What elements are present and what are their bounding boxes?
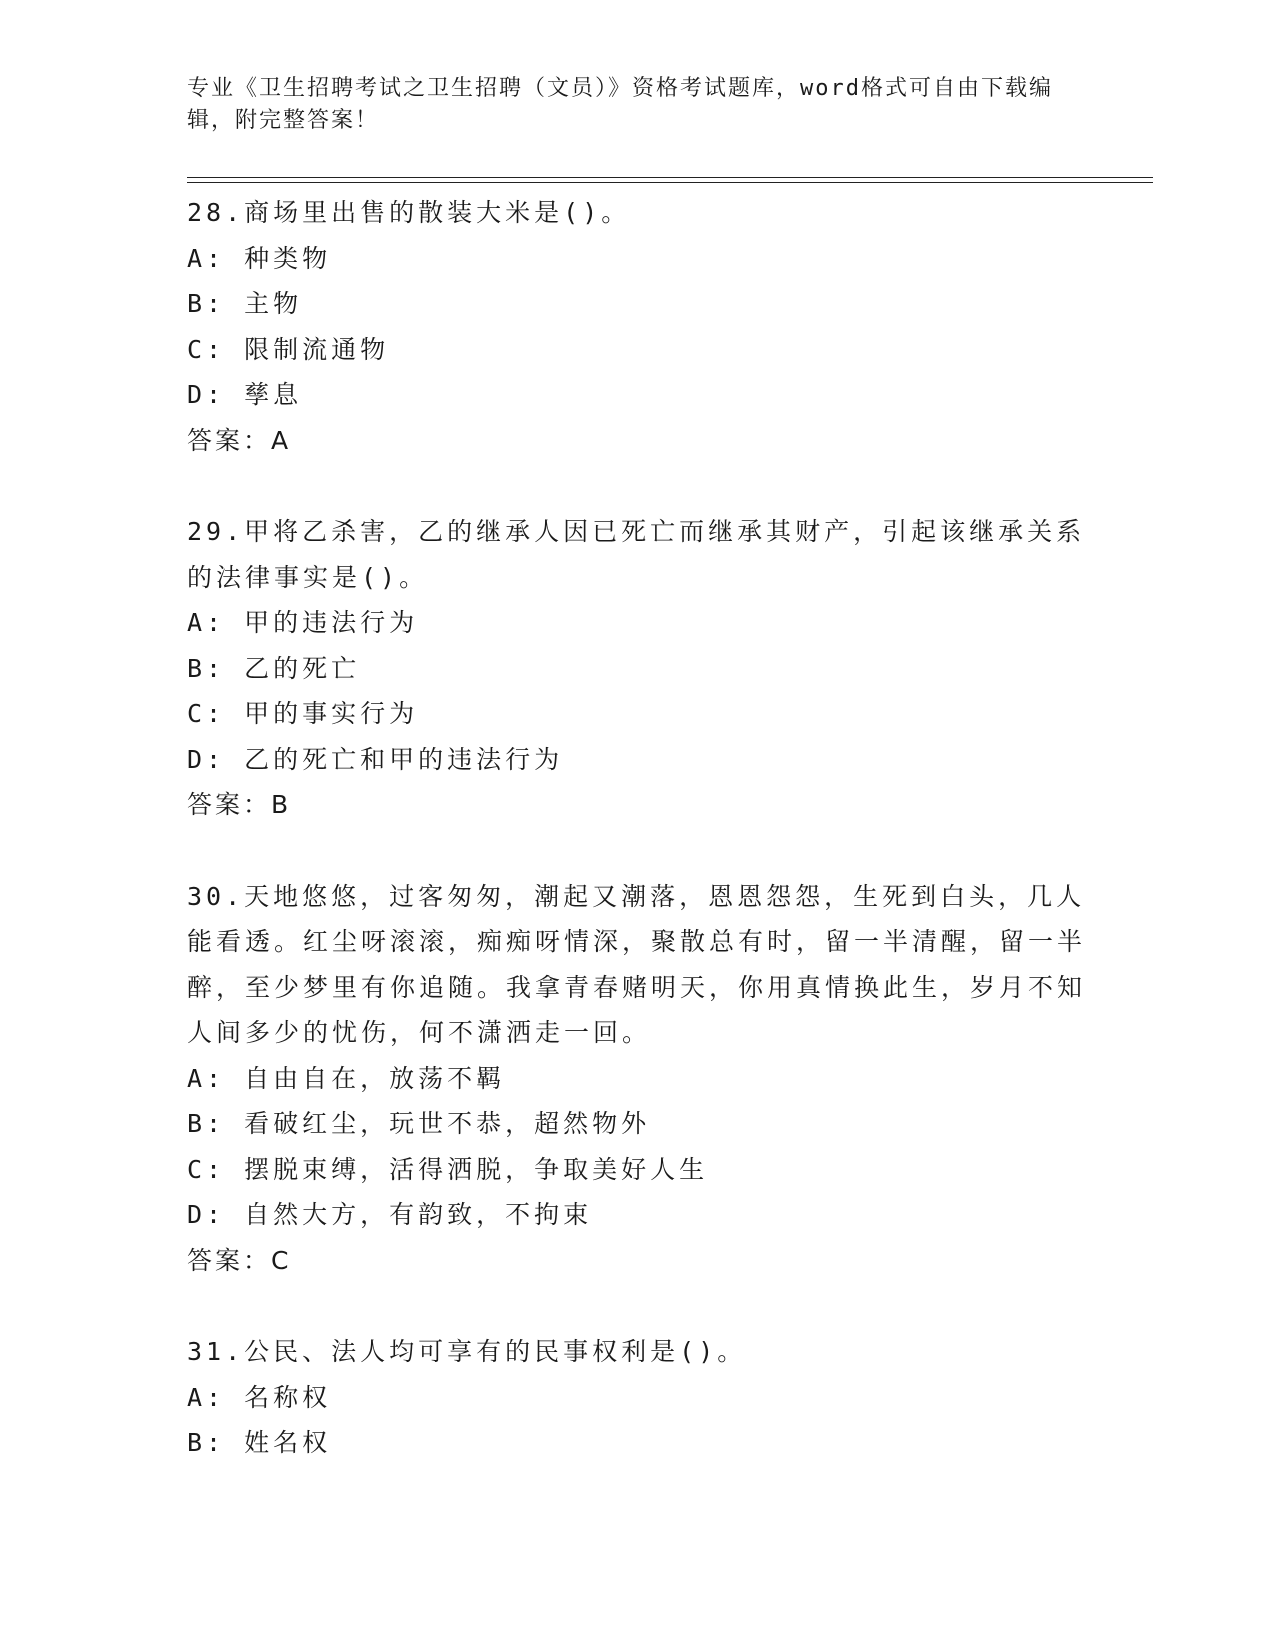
question-list <box>187 190 1087 1512</box>
question-stem: 30.天地悠悠，过客匆匆，潮起又潮落，恩恩怨怨，生死到白头，几人能看透。红尘呀滚滚，痴痴呀情深，聚散总有时，留一半清醒，留一半醉，至少梦里有你追随。我拿青春赌明天，你用真情换此生，岁月不知人间多少的忧伤，何不潇洒走一回。 <box>187 881 1087 1047</box>
option-a: A: 种类物 <box>187 243 332 273</box>
question-stem: 29.甲将乙杀害，乙的继承人因已死亡而继承其财产，引起该继承关系的法律事实是()。 <box>187 517 1086 592</box>
option-b: B: 看破红尘，玩世不恭，超然物外 <box>187 1109 651 1138</box>
question-stem: 31.公民、法人均可享有的民事权利是()。 <box>187 1337 747 1366</box>
question-28 <box>187 190 1087 463</box>
option-d: D: 孳息 <box>187 380 303 409</box>
header-divider-top <box>187 177 1153 178</box>
option-a: A: 自由自在，放荡不羁 <box>187 1063 506 1093</box>
option-c: C: 甲的事实行为 <box>187 699 419 728</box>
answer: 答案：A <box>187 425 292 455</box>
question-31 <box>187 1329 1087 1466</box>
option-b: B: 姓名权 <box>187 1428 332 1457</box>
document-header: 专业《卫生招聘考试之卫生招聘（文员）》资格考试题库，word格式可自由下载编辑，附完整答案！ <box>187 76 1053 133</box>
option-b: B: 主物 <box>187 289 303 318</box>
answer: 答案：C <box>187 1245 292 1275</box>
option-a: A: 名称权 <box>187 1382 332 1412</box>
question-30 <box>187 874 1087 1284</box>
option-d: D: 乙的死亡和甲的违法行为 <box>187 744 564 774</box>
option-a: A: 甲的违法行为 <box>187 608 419 637</box>
option-c: C: 限制流通物 <box>187 334 390 364</box>
option-c: C: 摆脱束缚，活得洒脱，争取美好人生 <box>187 1154 709 1184</box>
question-29 <box>187 509 1087 828</box>
header-divider-bottom <box>187 182 1153 183</box>
option-d: D: 自然大方，有韵致，不拘束 <box>187 1200 593 1229</box>
option-b: B: 乙的死亡 <box>187 653 361 683</box>
answer: 答案：B <box>187 790 292 819</box>
question-stem: 28.商场里出售的散装大米是()。 <box>187 198 631 227</box>
